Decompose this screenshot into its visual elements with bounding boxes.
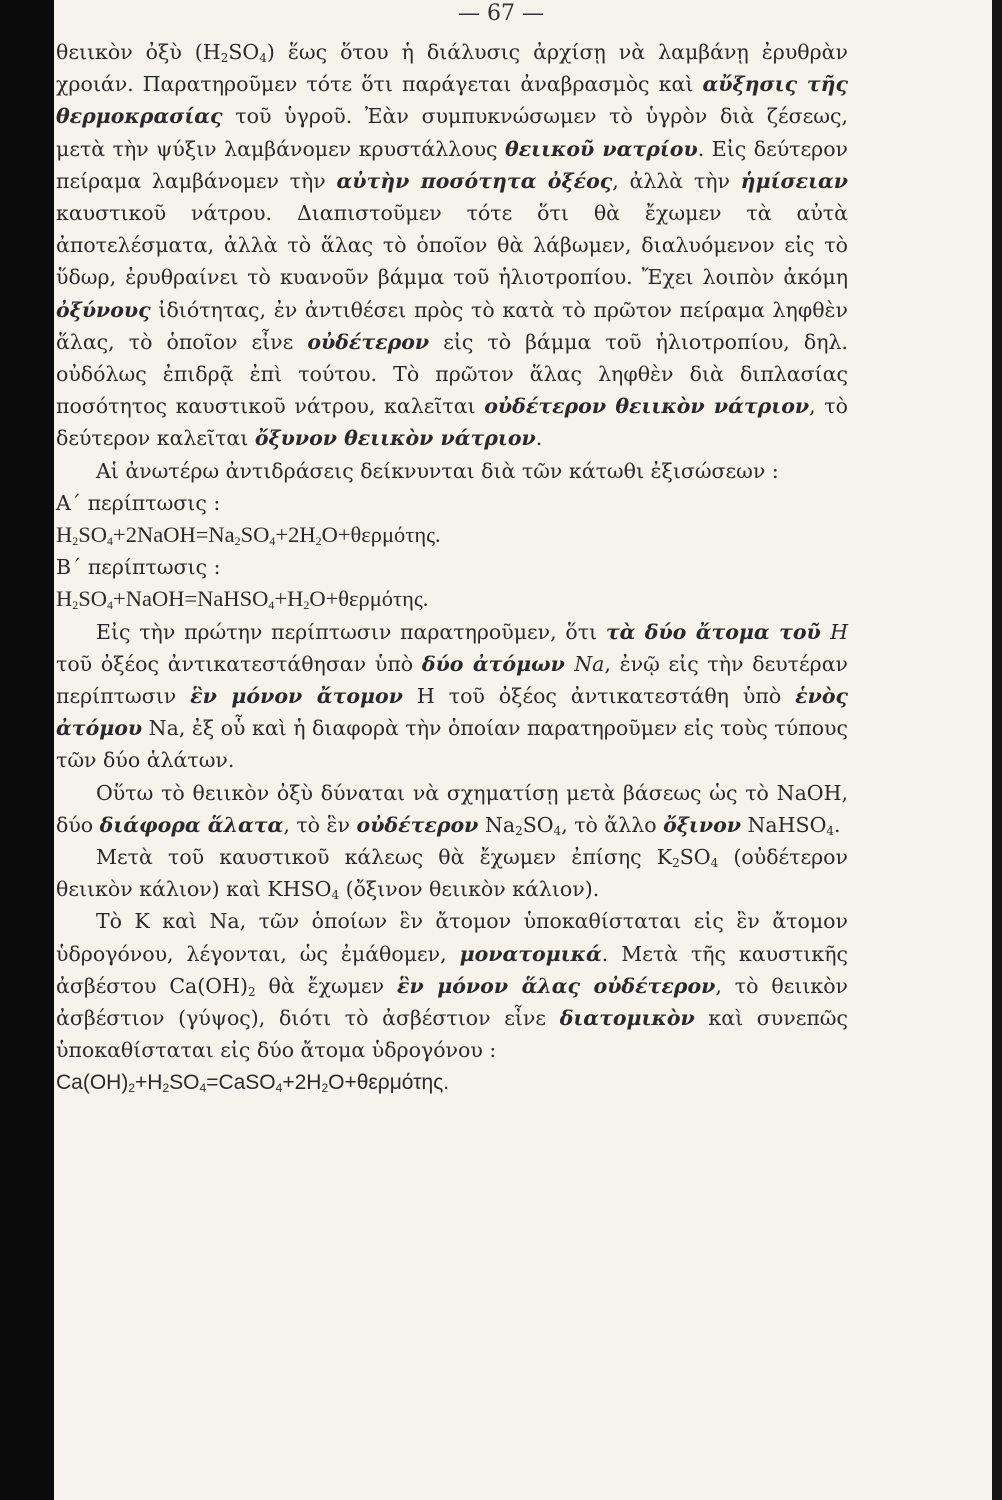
text-run: H xyxy=(56,586,73,612)
subscript: 4 xyxy=(710,856,719,871)
subscript: 2 xyxy=(315,534,322,549)
equation-4 xyxy=(56,519,848,551)
text-run: Εἰς τὴν πρώτην περίπτωσιν παρατηροῦμεν, ὅτι xyxy=(96,619,606,644)
text-run: Na xyxy=(478,812,516,837)
text-run: H xyxy=(830,619,848,644)
text-run: Αἱ ἀνωτέρω ἀντιδράσεις δείκνυνται διὰ τῶν κάτωθι ἐξισώσεων : xyxy=(96,458,779,483)
page-number: — 67 — xyxy=(458,1,544,26)
text-run: θὰ ἔχωμεν xyxy=(255,973,398,998)
emphasis-text: ἓν μόνον ἄτομον xyxy=(190,684,403,709)
text-run: +2NaOH=Na xyxy=(113,522,235,548)
text-run: καυστικοῦ νάτρου. Διαπιστοῦμεν τότε ὅτι θὰ ἔχωμεν τὰ αὐτὰ ἀποτελέσματα, ἀλλὰ τὸ ἅλας τὸ ὁποῖον θὰ λάβωμεν, διαλυόμενον εἰς τὸ ὕδωρ, ἐρυθραίνει τὸ κυανοῦν βάμμα τοῦ ἡλιοτροπίου. Ἔχει λοιπὸν ἀκόμη xyxy=(56,201,848,290)
text-run: +2H xyxy=(282,1070,322,1094)
subscript: 4 xyxy=(107,534,114,549)
subscript: 2 xyxy=(128,1080,136,1095)
subscript: 2 xyxy=(72,534,79,549)
text-run: Μετὰ τοῦ καυστικοῦ κάλεως θὰ ἔχωμεν ἐπίσης K xyxy=(96,845,673,870)
paragraph-2 xyxy=(56,455,848,487)
paragraph-1 xyxy=(56,36,848,455)
page-right-edge xyxy=(992,0,1002,1500)
text-run: , τὸ ἄλλο xyxy=(561,812,664,837)
case-heading-3 xyxy=(56,487,848,519)
subscript: 2 xyxy=(321,1080,329,1095)
subscript: 2 xyxy=(162,1080,170,1095)
subscript: 4 xyxy=(331,888,340,903)
equation-11 xyxy=(56,1067,848,1099)
text-run: Na, ἐξ οὗ καὶ ἡ διαφορὰ τὴν ὁποίαν παρατηροῦμεν εἰς τοὺς τύπους τῶν δύο ἁλάτων. xyxy=(56,716,848,773)
text-run: O+θερμότης. xyxy=(328,1070,450,1094)
emphasis-text: τὰ δύο ἄτομα τοῦ xyxy=(605,619,831,644)
subscript: 2 xyxy=(247,984,256,999)
subscript: 2 xyxy=(303,598,310,613)
text-run: SO xyxy=(240,522,270,548)
text-run: ἰδιότητας, ἐν ἀντιθέσει πρὸς τὸ κατὰ τὸ πρῶτον πείραμα ληφθὲν ἅλας, τὸ ὁποῖον εἶνε xyxy=(56,297,848,354)
text-run: (ὄξινον θειικὸν κάλιον). xyxy=(339,877,600,902)
text-run: εἰς τὸ βάμμα τοῦ ἡλιοτροπίου, δηλ. οὐδόλως ἐπιδρᾷ ἐπὶ τούτου. Τὸ πρῶτον ἅλας ληφθὲν διὰ διπλασίας ποσότητος καυστικοῦ νάτρου, καλεῖται xyxy=(56,329,848,419)
text-run: Τὸ K καὶ Na, τῶν ὁποίων ἓν ἄτομον ὑποκαθίσταται εἰς ἓν ἄτομον ὑδρογόνου, λέγονται, ὡς ἐμάθομεν, xyxy=(56,909,848,966)
emphasis-text: μονατομικά xyxy=(459,941,602,966)
subscript: 4 xyxy=(268,598,275,613)
text-run: +H xyxy=(135,1070,163,1094)
paragraph-9 xyxy=(56,841,848,905)
subscript: 4 xyxy=(826,823,835,838)
text-run: ) ἕως ὅτου ἡ διάλυσις ἀρχίσῃ νὰ λαμβάνῃ ἐρυθρὰν χροιάν. Παρατηροῦμεν τότε ὅτι παράγεται ἀναβρασμὸς καὶ xyxy=(56,40,848,97)
text-run: Ca(OH) xyxy=(56,1070,129,1094)
emphasis-text: ἑνὸς ἀτόμου xyxy=(56,684,848,741)
text-run: , τὸ δεύτερον καλεῖται xyxy=(56,394,848,451)
emphasis-text: ἓν μόνον ἅλας οὐδέτερον xyxy=(397,973,716,998)
text-run: SO xyxy=(522,812,554,837)
text-run: , ἐνῷ εἰς τὴν δευτέραν περίπτωσιν xyxy=(56,651,849,709)
emphasis-text: αὐτὴν ποσότητα ὀξέος xyxy=(336,168,613,193)
subscript: 4 xyxy=(269,534,276,549)
text-run: SO xyxy=(169,1070,200,1094)
case-heading-5 xyxy=(56,551,848,583)
emphasis-text: διάφορα ἅλατα xyxy=(99,812,284,837)
emphasis-text: ὄξυνον θειικὸν νάτριον xyxy=(254,426,536,451)
text-run: Na xyxy=(574,651,605,676)
text-run: τοῦ ὑγροῦ. Ἐὰν συμπυκνώσωμεν τὸ ὑγρὸν διὰ ζέσεως, μετὰ τὴν ψύξιν λαμβάνομεν κρυστάλλους xyxy=(56,104,848,161)
subscript: 4 xyxy=(275,1080,283,1095)
subscript: 4 xyxy=(199,1080,207,1095)
emphasis-text: ἡμίσειαν xyxy=(740,168,848,193)
subscript: 2 xyxy=(515,823,523,838)
text-run: +H xyxy=(274,586,304,612)
text-run: Α΄ περίπτωσις : xyxy=(56,490,221,515)
text-run: H xyxy=(56,522,73,548)
text-run: τοῦ ὀξέος ἀντικατεστάθησαν ὑπὸ xyxy=(56,651,422,676)
text-run: SO xyxy=(78,522,108,548)
text-run: =CaSO xyxy=(206,1070,276,1094)
text-run: SO xyxy=(228,40,260,64)
subscript: 2 xyxy=(672,856,680,871)
text-run: SO xyxy=(679,845,711,870)
text-run: O+θερμότης. xyxy=(321,522,441,548)
subscript: 4 xyxy=(553,823,562,838)
text-run: +2H xyxy=(275,522,316,548)
text-run: . Εἰς δεύτερον πείραμα λαμβάνομεν τὴν xyxy=(56,136,848,193)
emphasis-text: διατομικὸν xyxy=(559,1006,695,1031)
subscript: 2 xyxy=(234,534,241,549)
paragraph-8 xyxy=(56,777,848,841)
subscript: 2 xyxy=(72,598,79,613)
emphasis-text: ὀξύνους xyxy=(56,297,151,322)
text-run: (οὐδέτερον θειικὸν κάλιον) καὶ KHSO xyxy=(56,845,848,902)
paragraph-10 xyxy=(56,905,848,1066)
text-run: . xyxy=(535,426,543,451)
subscript: 2 xyxy=(220,51,229,65)
text-run: O+θερμότης. xyxy=(309,586,429,612)
emphasis-text: θειικοῦ νατρίου xyxy=(505,136,698,161)
paragraph-7 xyxy=(56,616,848,777)
subscript: 4 xyxy=(107,598,114,613)
subscript: 4 xyxy=(259,51,267,65)
equation-6 xyxy=(56,583,848,615)
text-run: +NaOH=NaHSO xyxy=(113,586,269,612)
text-run: καὶ συνεπῶς ὑποκαθίσταται εἰς δύο ἄτομα ὑδρογόνου : xyxy=(56,1006,848,1063)
emphasis-text: δύο ἀτόμων xyxy=(421,651,575,676)
text-run: Οὕτω τὸ θειικὸν ὀξὺ δύναται νὰ σχηματίσῃ μετὰ βάσεως ὡς τὸ NaOH, δύο xyxy=(56,780,848,837)
text-run: Β΄ περίπτωσις : xyxy=(56,555,221,580)
text-run: . xyxy=(834,812,841,837)
text-run: , τὸ θειικὸν ἀσβέστιον (γύψος), διότι τὸ ἀσβέστιον εἶνε xyxy=(56,973,849,1031)
emphasis-text: αὔξησις τῆς θερμοκρασίας xyxy=(56,72,848,129)
page-binding-shadow xyxy=(0,0,54,1500)
text-run: SO xyxy=(78,586,108,612)
text-run: θειικὸν ὀξὺ (H xyxy=(56,40,221,64)
text-run: , ἀλλὰ τὴν xyxy=(612,168,741,193)
emphasis-text: ὄξινον xyxy=(663,812,741,837)
text-run: , τὸ ἓν xyxy=(283,812,357,837)
text-run: . Μετὰ τῆς καυστικῆς ἀσβέστου Ca(OH) xyxy=(56,941,848,998)
emphasis-text: οὐδέτερον xyxy=(307,329,430,354)
body-text xyxy=(56,36,848,1099)
text-run: NaHSO xyxy=(740,812,827,837)
emphasis-text: οὐδέτερον xyxy=(356,812,479,837)
text-run: H τοῦ ὀξέος ἀντικατεστάθη ὑπὸ xyxy=(402,684,796,709)
emphasis-text: οὐδέτερον θειικὸν νάτριον xyxy=(484,394,810,419)
